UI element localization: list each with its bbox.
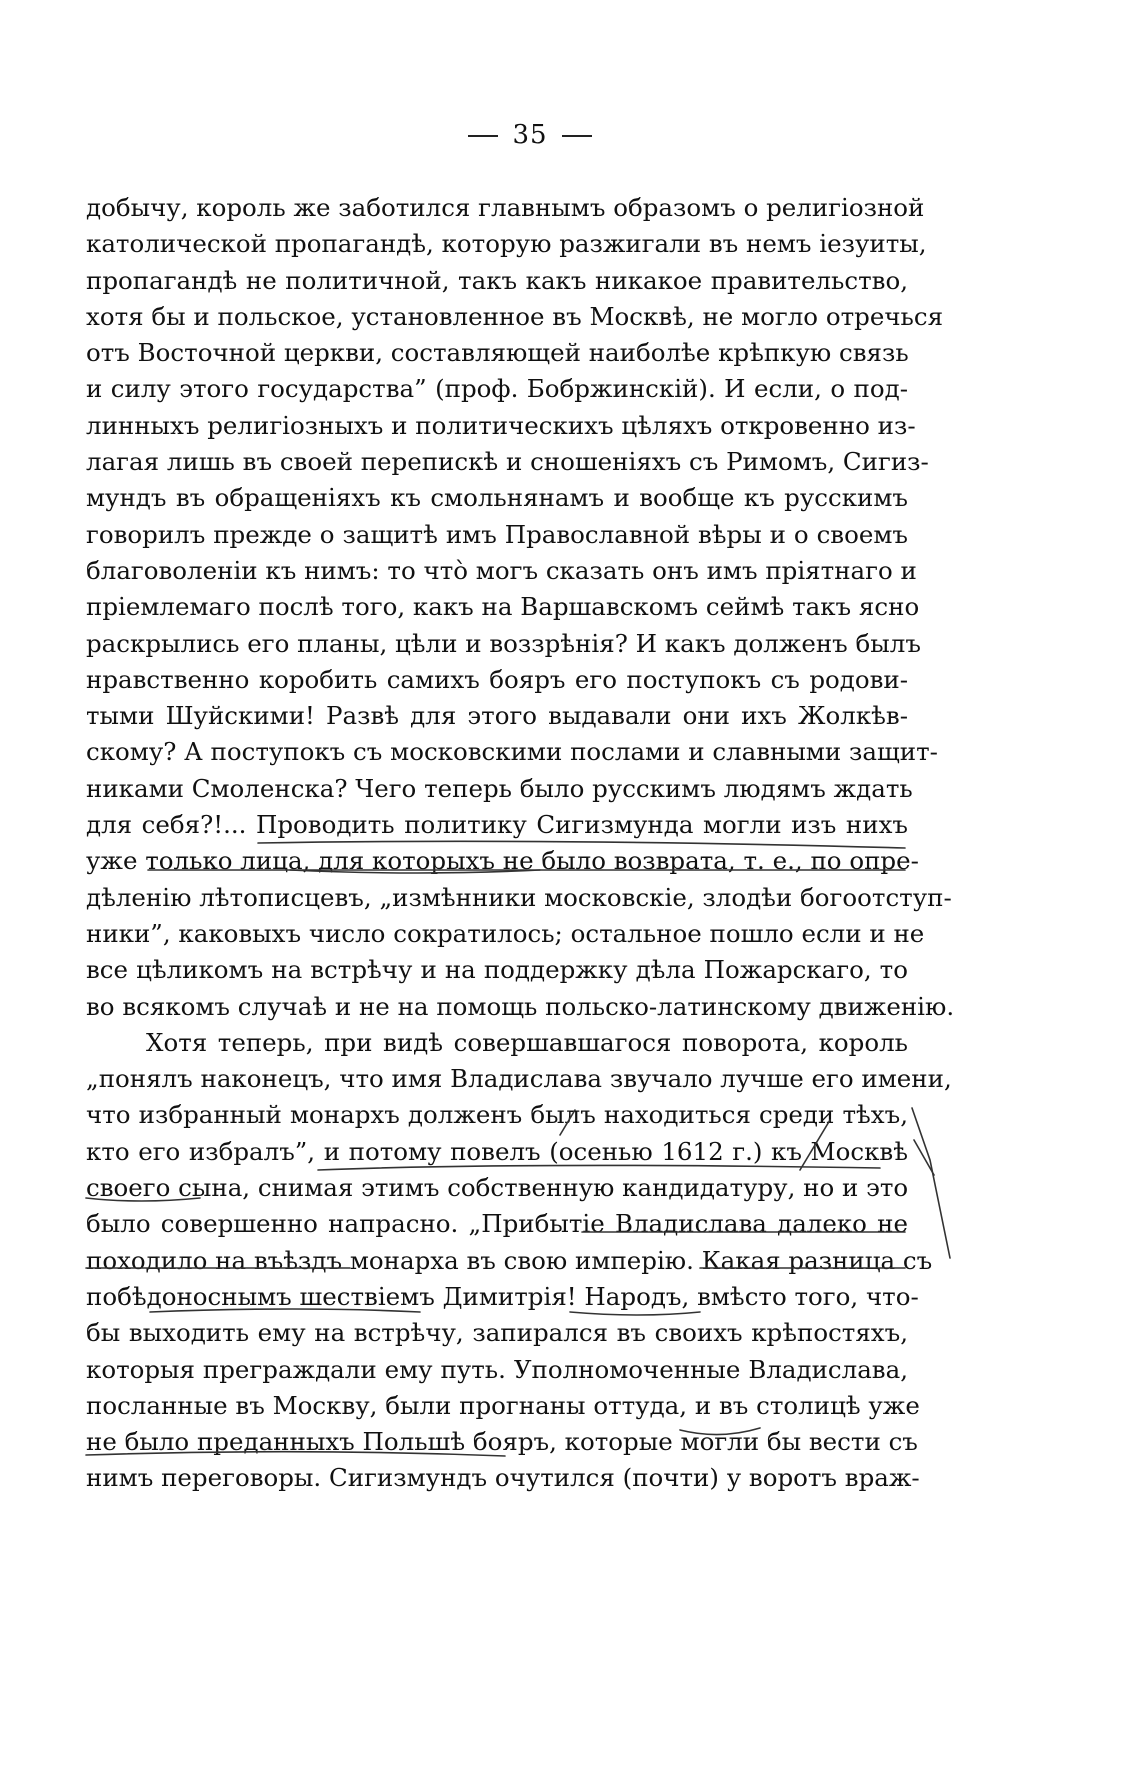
text-line: скому? А поступокъ съ московскими послами и славными защит- bbox=[86, 737, 938, 767]
text-line: пропагандѣ не политичной, такъ какъ никакое правительство, bbox=[86, 265, 908, 295]
margin-bracket-mark bbox=[914, 1140, 934, 1175]
page-number-dash-right bbox=[562, 135, 592, 137]
text-line: своего сына, снимая этимъ собственную кандидатуру, но и это bbox=[86, 1173, 909, 1203]
text-line: что избранный монархъ долженъ былъ находиться среди тѣхъ, bbox=[86, 1100, 908, 1130]
text-line: которыя преграждали ему путь. Уполномоченные Владислава, bbox=[86, 1354, 908, 1384]
text-line: раскрылись его планы, цѣли и воззрѣнія? И какъ долженъ былъ bbox=[86, 628, 921, 658]
body-text bbox=[86, 190, 955, 1497]
page-number bbox=[0, 120, 1060, 150]
text-line: тыми Шуйскими! Развѣ для этого выдавали они ихъ Жолкѣв- bbox=[86, 701, 908, 731]
text-line: бы выходить ему на встрѣчу, запирался въ своихъ крѣпостяхъ, bbox=[86, 1318, 908, 1348]
margin-bracket-mark bbox=[912, 1108, 950, 1258]
text-line: линныхъ религіозныхъ и политическихъ цѣляхъ откровенно из- bbox=[86, 410, 916, 440]
text-line: хотя бы и польское, установленное въ Москвѣ, не могло отречься bbox=[86, 301, 944, 331]
text-line: отъ Восточной церкви, составляющей наиболѣе крѣпкую связь bbox=[86, 338, 909, 368]
text-line-paragraph-start: Хотя теперь, при видѣ совершавшагося поворота, король bbox=[146, 1027, 908, 1057]
text-line: „понялъ наконецъ, что имя Владислава звучало лучше его имени, bbox=[86, 1064, 952, 1094]
text-line: нимъ переговоры. Сигизмундъ очутился (почти) у воротъ враж- bbox=[86, 1463, 920, 1493]
text-line: все цѣликомъ на встрѣчу и на поддержку дѣла Пожарскаго, то bbox=[86, 955, 908, 985]
text-line: и силу этого государства” (проф. Бобржинскій). И если, о под- bbox=[86, 374, 908, 404]
text-line: нравственно коробить самихъ бояръ его поступокъ съ родови- bbox=[86, 664, 908, 694]
page-number-dash-left bbox=[468, 135, 498, 137]
text-line: лагая лишь въ своей перепискѣ и сношеніяхъ съ Римомъ, Сигиз- bbox=[86, 447, 929, 477]
text-line: дѣленію лѣтописцевъ, „измѣнники московскіе, злодѣи богоотступ- bbox=[86, 882, 952, 912]
text-line: не было преданныхъ Польшѣ бояръ, которые могли бы вести съ bbox=[86, 1427, 918, 1457]
text-line: уже только лица, для которыхъ не было возврата, т. е., по опре- bbox=[86, 846, 919, 876]
text-line: благоволеніи къ нимъ: то что̀ могъ сказать онъ имъ пріятнаго и bbox=[86, 555, 917, 585]
text-line: для себя?!... Проводить политику Сигизмунда могли изъ нихъ bbox=[86, 810, 908, 840]
text-line: добычу, король же заботился главнымъ образомъ о религіозной bbox=[86, 193, 925, 222]
text-line: побѣдоноснымъ шествіемъ Димитрія! Народъ, вмѣсто того, что- bbox=[86, 1281, 919, 1311]
text-line: кто его избралъ”, и потому повелъ (осенью 1612 г.) къ Москвѣ bbox=[86, 1136, 908, 1166]
text-line: католической пропагандѣ, которую разжигали въ немъ іезуиты, bbox=[86, 229, 927, 259]
text-line: походило на въѣздъ монарха въ свою имперію. Какая разница съ bbox=[86, 1245, 933, 1275]
text-line-paragraph-end: во всякомъ случаѣ и не на помощь польско-латинскому движенію. bbox=[86, 991, 955, 1021]
page-number-text: 35 bbox=[512, 120, 548, 150]
text-line: ники”, каковыхъ число сократилось; остальное пошло если и не bbox=[86, 918, 925, 948]
text-line: мундъ въ обращеніяхъ къ смольнянамъ и вообще къ русскимъ bbox=[86, 483, 908, 513]
text-line: пріемлемаго послѣ того, какъ на Варшавскомъ сеймѣ такъ ясно bbox=[86, 592, 920, 622]
text-line: говорилъ прежде о защитѣ имъ Православной вѣры и о своемъ bbox=[86, 519, 908, 549]
text-line: посланные въ Москву, были прогнаны оттуда, и въ столицѣ уже bbox=[86, 1390, 920, 1420]
text-line: никами Смоленска? Чего теперь было русскимъ людямъ ждать bbox=[86, 773, 913, 803]
text-line: было совершенно напрасно. „Прибытіе Владислава далеко не bbox=[86, 1209, 908, 1239]
